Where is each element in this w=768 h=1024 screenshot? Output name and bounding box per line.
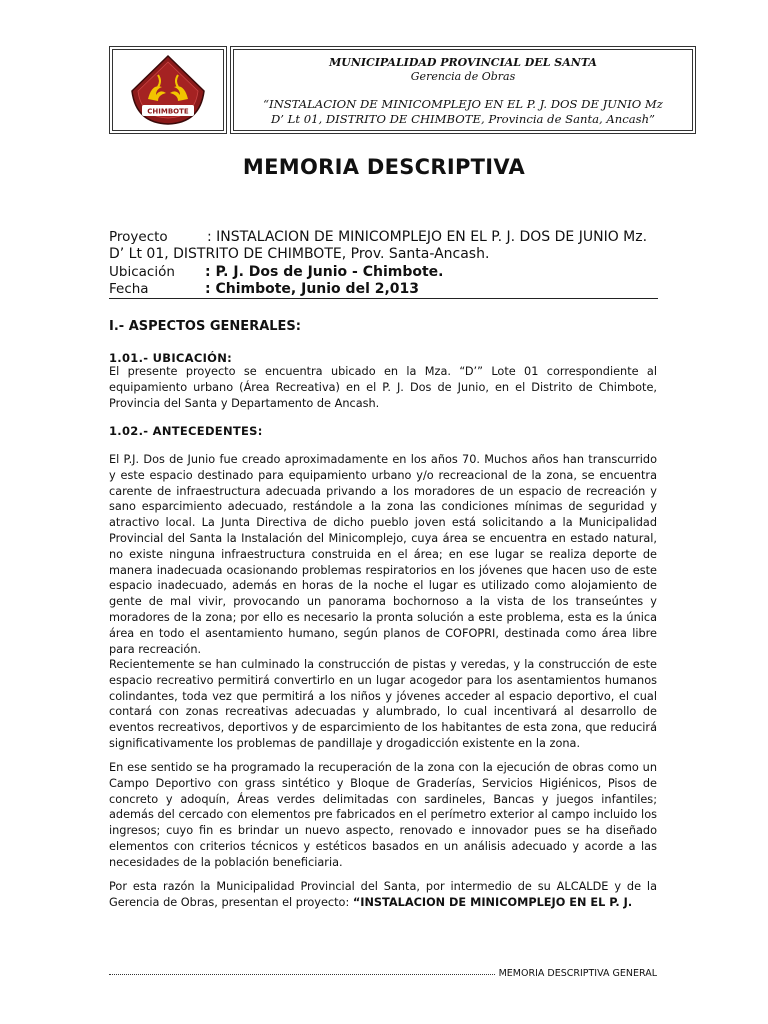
date-label: Fecha: [109, 281, 149, 297]
paragraph-4-project-name: “INSTALACION DE MINICOMPLEJO EN EL P. J.: [352, 895, 633, 909]
project-row: [109, 229, 657, 263]
date-value: : Chimbote, Junio del 2,013: [205, 281, 420, 297]
footer-dotted-line: [109, 974, 495, 975]
project-value: INSTALACION DE MINICOMPLEJO EN EL P. J. DOS DE JUNIO Mz. D’ Lt 01, DISTRITO DE CHIMBOTE, Prov. Santa-Ancash.: [109, 229, 648, 262]
location-row: [109, 264, 657, 280]
page-footer: [109, 968, 657, 979]
project-label: Proyecto: [109, 229, 168, 245]
paragraph-ubicacion: El presente proyecto se encuentra ubicado en la Mza. “D’” Lote 01 correspondiente al equipamiento urbano (Área Recreativa) en el P. J. Dos de Junio, en el Distrito de Chimbote, Provincia del Santa y Departamento de Ancash.: [109, 365, 657, 410]
date-row: [109, 281, 657, 297]
paragraph-antecedentes-1: El P.J. Dos de Junio fue creado aproximadamente en los años 70. Muchos años han transcurrido y este espacio destinado para equipamiento urbano y/o recreacional de la zona, se encuentra carente de infraestructura adecuada privando a los moradores de un espacio de recreación y sano esparcimiento adecuado, restándole a la zona las condiciones mínimas de seguridad y atractivo local. La Junta Directiva de dicho pueblo joven está solicitando a la Municipalidad Provincial del Santa la Instalación del Minicomplejo, cuya área se encuentra en estado natural, no existe ninguna infraestructura construida en el área; en ese lugar se realiza deporte de manera inadecuada ocasionando problemas respiratorios en los jóvenes que hacen uso de este espacio inadecuado, además en horas de la noche el lugar es utilizado como alojamiento de gente de mal vivir, provocando un panorama bochornoso a la vista de los transeúntes y moradores de la zona; por ello es necesario la pronta solución a este problema, esta es la única área en todo el asentamiento humano, según planos de COFOPRI, destinada como área libre para recreación.: [109, 453, 657, 656]
location-value: : P. J. Dos de Junio - Chimbote.: [205, 264, 444, 280]
section-heading: I.- ASPECTOS GENERALES:: [109, 319, 301, 334]
location-label: Ubicación: [109, 264, 175, 280]
page-title: MEMORIA DESCRIPTIVA: [242, 155, 526, 179]
info-divider: [109, 298, 658, 299]
logo-frame: [109, 46, 227, 134]
paragraph-antecedentes-4: [109, 879, 657, 911]
header-project-title: “INSTALACION DE MINICOMPLEJO EN EL P. J. DOS DE JUNIO Mz D’ Lt 01, DISTRITO DE CHIMBOTE, Provincia de Santa, Ancash”: [263, 97, 663, 126]
subsection-heading-ubicacion: 1.01.- UBICACIÓN:: [109, 351, 233, 365]
department-name: Gerencia de Obras: [410, 70, 516, 83]
organization-name: MUNICIPALIDAD PROVINCIAL DEL SANTA: [329, 56, 597, 69]
document-header: [230, 46, 696, 134]
chimbote-emblem-icon: [128, 53, 208, 127]
logo-text: CHIMBOTE: [147, 107, 189, 116]
paragraph-antecedentes-3: En ese sentido se ha programado la recuperación de la zona con la ejecución de obras como un Campo Deportivo con grass sintético y Bloque de Graderías, Servicios Higiénicos, Pisos de concreto y adoquín, Áreas verdes delimitadas con sardineles, Bancas y juegos infantiles; además del cercado con elementos pre fabricados en el perímetro exterior al campo incluido los ingresos; cuyo fin es brindar un nuevo aspecto, renovado e innovador pues se ha diseñado elementos con criterios técnicos y estéticos basados en un análisis adecuado y acorde a las necesidades de la población beneficiaria.: [109, 761, 657, 869]
footer-label: MEMORIA DESCRIPTIVA GENERAL: [498, 968, 657, 979]
project-separator: :: [207, 229, 212, 245]
subsection-heading-antecedentes: 1.02.- ANTECEDENTES:: [109, 424, 263, 438]
paragraph-4-text: Por esta razón la Municipalidad Provincial del Santa, por intermedio de su ALCALDE y de la Gerencia de Obras, presentan el proyecto:: [109, 880, 657, 909]
paragraph-antecedentes-2: Recientemente se han culminado la construcción de pistas y veredas, y la construcción de este espacio recreativo permitirá convertirlo en un lugar acogedor para los asentamientos humanos colindantes, toda vez que permitirá a los niños y jóvenes acceder al espacio deportivo, el cual contará con zonas recreativas adecuadas y alumbrado, lo cual incentivará al desarrollo de eventos recreativos, deportivos y de esparcimiento de los habitantes de esta zona, que reducirá significativamente los problemas de pandillaje y drogadicción existente en la zona.: [109, 658, 657, 750]
